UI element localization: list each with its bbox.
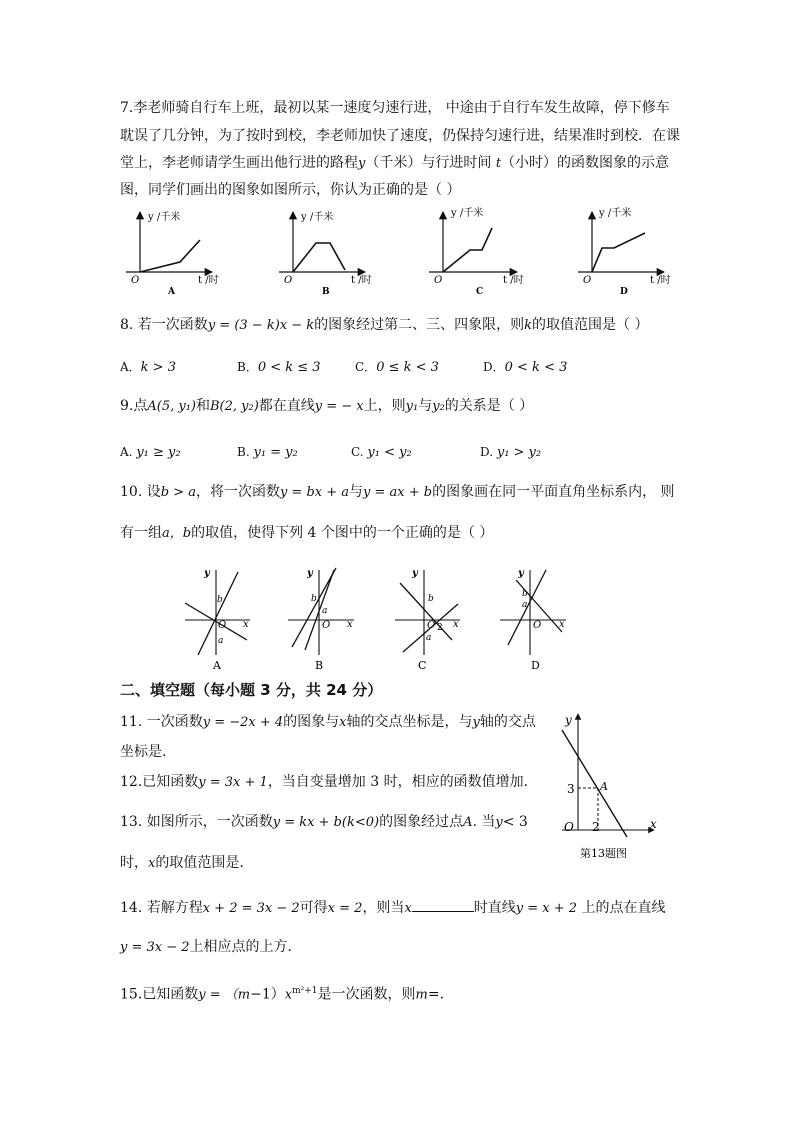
q7-line3: 堂上，李老师请学生画出他行进的路程y（千米）与行进时间 t（小时）的函数图象的示意 [120, 155, 670, 171]
svg-text:b: b [428, 594, 434, 604]
q11-line1: 11. 一次函数y = −2x + 4的图象与x轴的交点坐标是，与y轴的交点 [120, 714, 536, 730]
svg-text:O: O [427, 620, 436, 631]
svg-text:y: y [307, 568, 313, 579]
q10-line1: 10. 设b > a，将一次函数y = bx + a与y = ax + b的图象画在同一平面直角坐标系内， 则 [120, 484, 675, 500]
section2-title: 二、填空题（每小题 3 分，共 24 分） [120, 681, 383, 699]
q9-option-c: C. y₁ < y₂ [351, 445, 412, 460]
q10-graph-a [185, 568, 250, 672]
q7-graph-c-label: C [476, 287, 484, 297]
q7-graph-b-origin: O [284, 275, 293, 286]
svg-text:y: y [518, 568, 524, 579]
q13-figure [555, 705, 665, 860]
svg-text:x: x [559, 619, 565, 630]
q13-line2: 时，x的取值范围是. [120, 855, 244, 871]
q7-graph-b [279, 210, 372, 297]
svg-text:y: y [204, 568, 210, 579]
svg-text:a: a [522, 600, 528, 610]
q10-graph-b [288, 568, 354, 672]
svg-text:B: B [315, 659, 324, 672]
svg-text:a: a [426, 633, 432, 643]
svg-text:2: 2 [592, 820, 600, 834]
q7-graph-a [126, 210, 219, 297]
q14-answer-blank[interactable] [412, 897, 474, 912]
q7-graph-d-label: D [620, 287, 628, 297]
q13-line1: 13. 如图所示，一次函数y = kx + b(k<0)的图象经过点A. 当y< 3 [120, 814, 528, 830]
svg-text:2: 2 [437, 623, 443, 633]
svg-text:a: a [218, 636, 224, 646]
q7-graphs [0, 205, 794, 305]
q10-graph-c [395, 568, 460, 672]
q7-graph-a-ylabel: y /千米 [148, 212, 181, 223]
q7-line1: 7.李老师骑自行车上班，最初以某一速度匀速行进， 中途由于自行车发生故障，停下修车 [120, 100, 670, 116]
svg-text:第13题图: 第13题图 [580, 847, 627, 860]
q9-stem: 9.点A(5, y₁)和B(2, y₂)都在直线y = − x上，则y₁与y₂的关系是（ ） [120, 398, 534, 414]
q7-graph-b-xlabel: t /时 [351, 275, 372, 286]
svg-text:O: O [533, 620, 542, 631]
svg-text:x: x [347, 619, 353, 630]
q9-option-b: B. y₁ = y₂ [237, 445, 298, 460]
q7-graph-c-xlabel: t /时 [503, 275, 524, 286]
q8-option-a: A．k > 3 [120, 360, 176, 375]
q7-graph-d-xlabel: t /时 [650, 275, 671, 286]
q8-option-d: D．0 < k < 3 [483, 360, 568, 375]
q7-graph-b-ylabel: y /千米 [301, 212, 334, 223]
svg-text:O: O [322, 620, 331, 631]
svg-text:y: y [412, 568, 418, 579]
svg-text:O: O [564, 820, 574, 834]
q12-line: 12.已知函数y = 3x + 1，当自变量增加 3 时，相应的函数值增加. [120, 774, 529, 790]
q9-option-a: A. y₁ ≥ y₂ [120, 445, 181, 460]
q7-graph-d [578, 206, 671, 297]
q10-graph-d [500, 568, 566, 672]
q14-line1: 14. 若解方程x + 2 = 3x − 2可得x = 2，则当x 时直线y = x + 2 上的点在直线 [120, 897, 666, 918]
svg-text:b: b [311, 594, 317, 604]
svg-text:x: x [453, 619, 459, 630]
q7-line2: 耽误了几分钟，为了按时到校，李老师加快了速度，仍保持匀速行进，结果准时到校．在课 [120, 128, 680, 144]
q7-graph-c-origin: O [434, 275, 443, 286]
q7-graph-a-xlabel: t /时 [198, 275, 219, 286]
q8-option-b: B．0 < k ≤ 3 [237, 360, 321, 375]
q15-line: 15.已知函数$y = (m-1)x^{m^2+1}$是一次函数，则m=. [120, 986, 445, 1003]
q7-graph-a-label: A [168, 287, 175, 297]
q7-line4: 图，同学们画出的图象如图所示，你认为正确的是（ ） [120, 182, 461, 198]
q11-line2: 坐标是. [120, 744, 167, 760]
svg-text:C: C [418, 659, 427, 672]
svg-text:x: x [243, 619, 249, 630]
q10-graphs [0, 560, 794, 675]
q8-stem: 8. 若一次函数y = (3 − k)x − k的图象经过第二、三、四象限，则k的取值范围是（ ） [120, 317, 649, 333]
svg-text:x: x [650, 817, 657, 831]
q14-line2: y = 3x − 2上相应点的上方． [120, 939, 302, 955]
svg-text:3: 3 [567, 782, 575, 796]
svg-text:b: b [217, 595, 223, 605]
q7-graph-d-ylabel: y /千米 [599, 208, 632, 219]
q7-graph-a-origin: O [131, 275, 140, 286]
q7-graph-b-label: B [322, 287, 330, 297]
q7-graph-d-origin: O [583, 275, 592, 286]
svg-text:D: D [531, 659, 540, 672]
svg-text:A: A [600, 780, 608, 793]
svg-text:y: y [565, 713, 572, 727]
q8-option-c: C．0 ≤ k < 3 [355, 360, 439, 375]
svg-text:O: O [218, 620, 227, 631]
q7-graph-c-ylabel: y /千米 [451, 208, 484, 219]
svg-text:b: b [522, 589, 528, 599]
svg-text:a: a [322, 606, 328, 616]
svg-text:A: A [213, 659, 221, 672]
q7-graph-c [429, 206, 524, 297]
q9-option-d: D. y₁ > y₂ [480, 445, 542, 460]
q10-line2: 有一组a，b的取值，使得下列 4 个图中的一个正确的是（ ） [120, 525, 494, 541]
